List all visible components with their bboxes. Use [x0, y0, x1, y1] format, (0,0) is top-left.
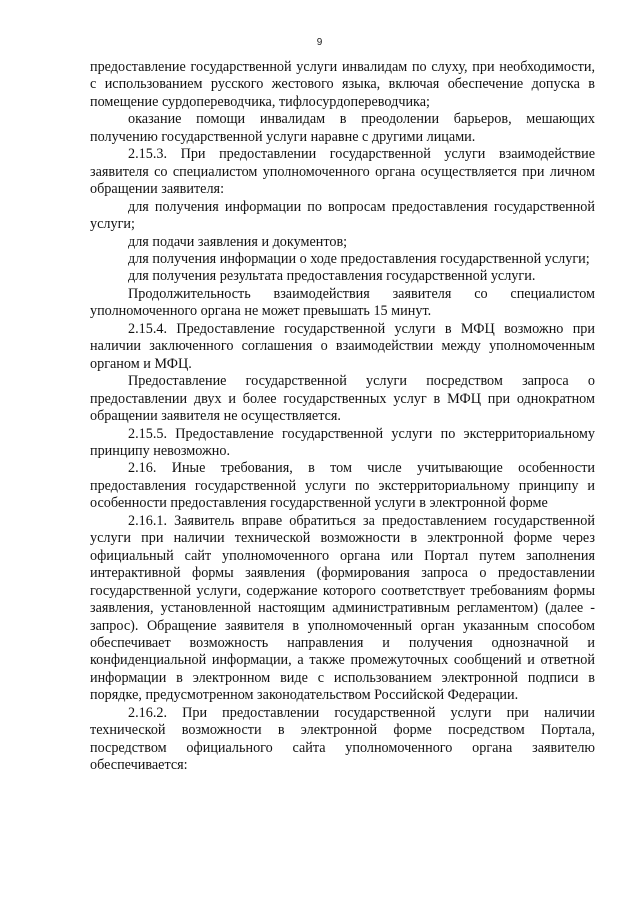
paragraph-multiple-services: Предоставление государственной услуги посредством запроса о предоставлении двух и более государственных услуг в МФЦ при однократном обращении заявителя не осуществляется.	[90, 373, 595, 425]
paragraph-sign-language: предоставление государственной услуги инвалидам по слуху, при необходимости, с использованием русского жестового языка, включая обеспечение допуска в помещение сурдопереводчика, тифлосурдопереводчика;	[90, 59, 595, 110]
paragraph-2-16-1: 2.16.1. Заявитель вправе обратиться за предоставлением государственной услуги при наличии технической возможности в электронной форме через официальный сайт уполномоченного органа или Портал путем заполнения интерактивной формы заявления (формирования запроса о предоставлении государственной услуги, содержание которого соответствует требованиям формы заявления, установленной настоящим административным регламентом) (далее - запрос). Обращение заявителя в уполномоченный орган указанным способом обеспечивает возможность направления и получения однозначной и конфиденциальной информации, а также промежуточных сообщений и ответной информации в электронном виде с использованием электронной подписи в порядке, предусмотренном законодательством Российской Федерации.	[90, 512, 595, 704]
document-body	[90, 59, 595, 775]
paragraph-2-15-4: 2.15.4. Предоставление государственной услуги в МФЦ возможно при наличии заключенного соглашения о взаимодействии между уполномоченным органом и МФЦ.	[90, 320, 595, 372]
paragraph-2-15-3: 2.15.3. При предоставлении государственной услуги взаимодействие заявителя со специалистом уполномоченного органа осуществляется при личном обращении заявителя:	[90, 146, 595, 198]
paragraph-progress-info: для получения информации о ходе предоставления государственной услуги;	[128, 250, 590, 267]
paragraph-barrier-assistance: оказание помощи инвалидам в преодолении барьеров, мешающих получению государственной услуги наравне с другими лицами.	[90, 111, 595, 145]
page-number: 9	[316, 37, 323, 48]
paragraph-duration: Продолжительность взаимодействия заявителя со специалистом уполномоченного органа не может превышать 15 минут.	[90, 285, 595, 320]
paragraph-submit-documents: для подачи заявления и документов;	[128, 233, 348, 250]
paragraph-get-result: для получения результата предоставления государственной услуги.	[128, 268, 536, 285]
paragraph-2-16-2: 2.16.2. При предоставлении государственной услуги при наличии технической возможности в электронной форме посредством Портала, посредством официального сайта уполномоченного органа заявителю обеспечивается:	[90, 704, 595, 774]
paragraph-2-15-5: 2.15.5. Предоставление государственной услуги по экстерриториальному принципу невозможно.	[90, 425, 595, 459]
paragraph-info-questions: для получения информации по вопросам предоставления государственной услуги;	[90, 198, 595, 233]
paragraph-2-16: 2.16. Иные требования, в том числе учитывающие особенности предоставления государственной услуги по экстерриториальному принципу и особенности предоставления государственной услуги в электронной форме	[90, 460, 595, 512]
